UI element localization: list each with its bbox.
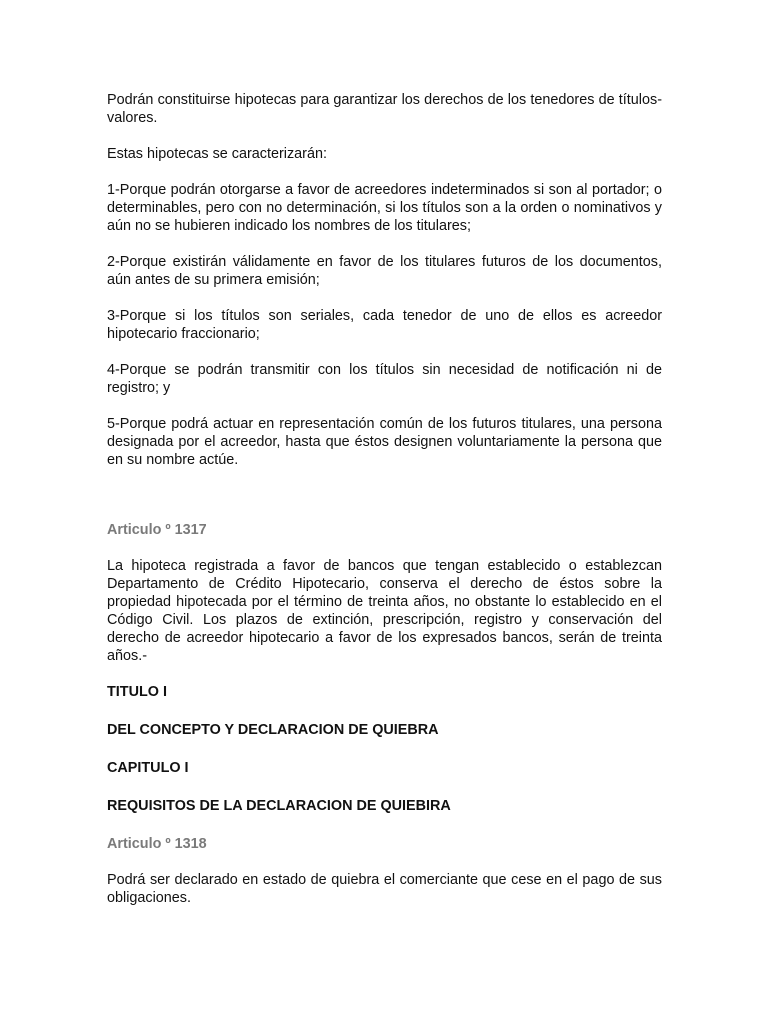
article-1318-heading: Articulo º 1318 xyxy=(107,836,207,852)
article-1317-text: La hipoteca registrada a favor de bancos que tengan establecido o establezcan Departamento de Crédito Hipotecario, conserva el derecho de éstos sobre la propiedad hipotecada por el término de treinta años, no obstante lo establecido en el Código Civil. Los plazos de extinción, prescripción, registro y conservación del derecho de acreedor hipotecario a favor de los expresados bancos, serán de treinta años.- xyxy=(107,558,662,664)
article-1318-text: Podrá ser declarado en estado de quiebra el comerciante que cese en el pago de sus obligaciones. xyxy=(107,872,662,906)
list-item: 5-Porque podrá actuar en representación común de los futuros titulares, una persona designada por el acreedor, hasta que éstos designen voluntariamente la persona que en su nombre actúe. xyxy=(107,416,662,468)
titulo-heading: TITULO I xyxy=(107,684,167,700)
list-item: 2-Porque existirán válidamente en favor de los titulares futuros de los documentos, aún antes de su primera emisión; xyxy=(107,254,662,288)
characterize-line: Estas hipotecas se caracterizarán: xyxy=(107,146,327,162)
article-1317-heading: Articulo º 1317 xyxy=(107,522,207,538)
capitulo-name-heading: REQUISITOS DE LA DECLARACION DE QUIEBIRA xyxy=(107,798,451,814)
intro-paragraph: Podrán constituirse hipotecas para garantizar los derechos de los tenedores de títulos-valores. xyxy=(107,92,662,126)
list-item: 3-Porque si los títulos son seriales, cada tenedor de uno de ellos es acreedor hipotecario fraccionario; xyxy=(107,308,662,342)
capitulo-heading: CAPITULO I xyxy=(107,760,189,776)
document-page xyxy=(107,91,662,907)
titulo-name-heading: DEL CONCEPTO Y DECLARACION DE QUIEBRA xyxy=(107,722,439,738)
list-item: 1-Porque podrán otorgarse a favor de acreedores indeterminados si son al portador; o determinables, pero con no determinación, si los títulos son a la orden o nominativos y aún no se hubieren indicado los nombres de los titulares; xyxy=(107,182,662,234)
list-item: 4-Porque se podrán transmitir con los títulos sin necesidad de notificación ni de registro; y xyxy=(107,362,662,396)
